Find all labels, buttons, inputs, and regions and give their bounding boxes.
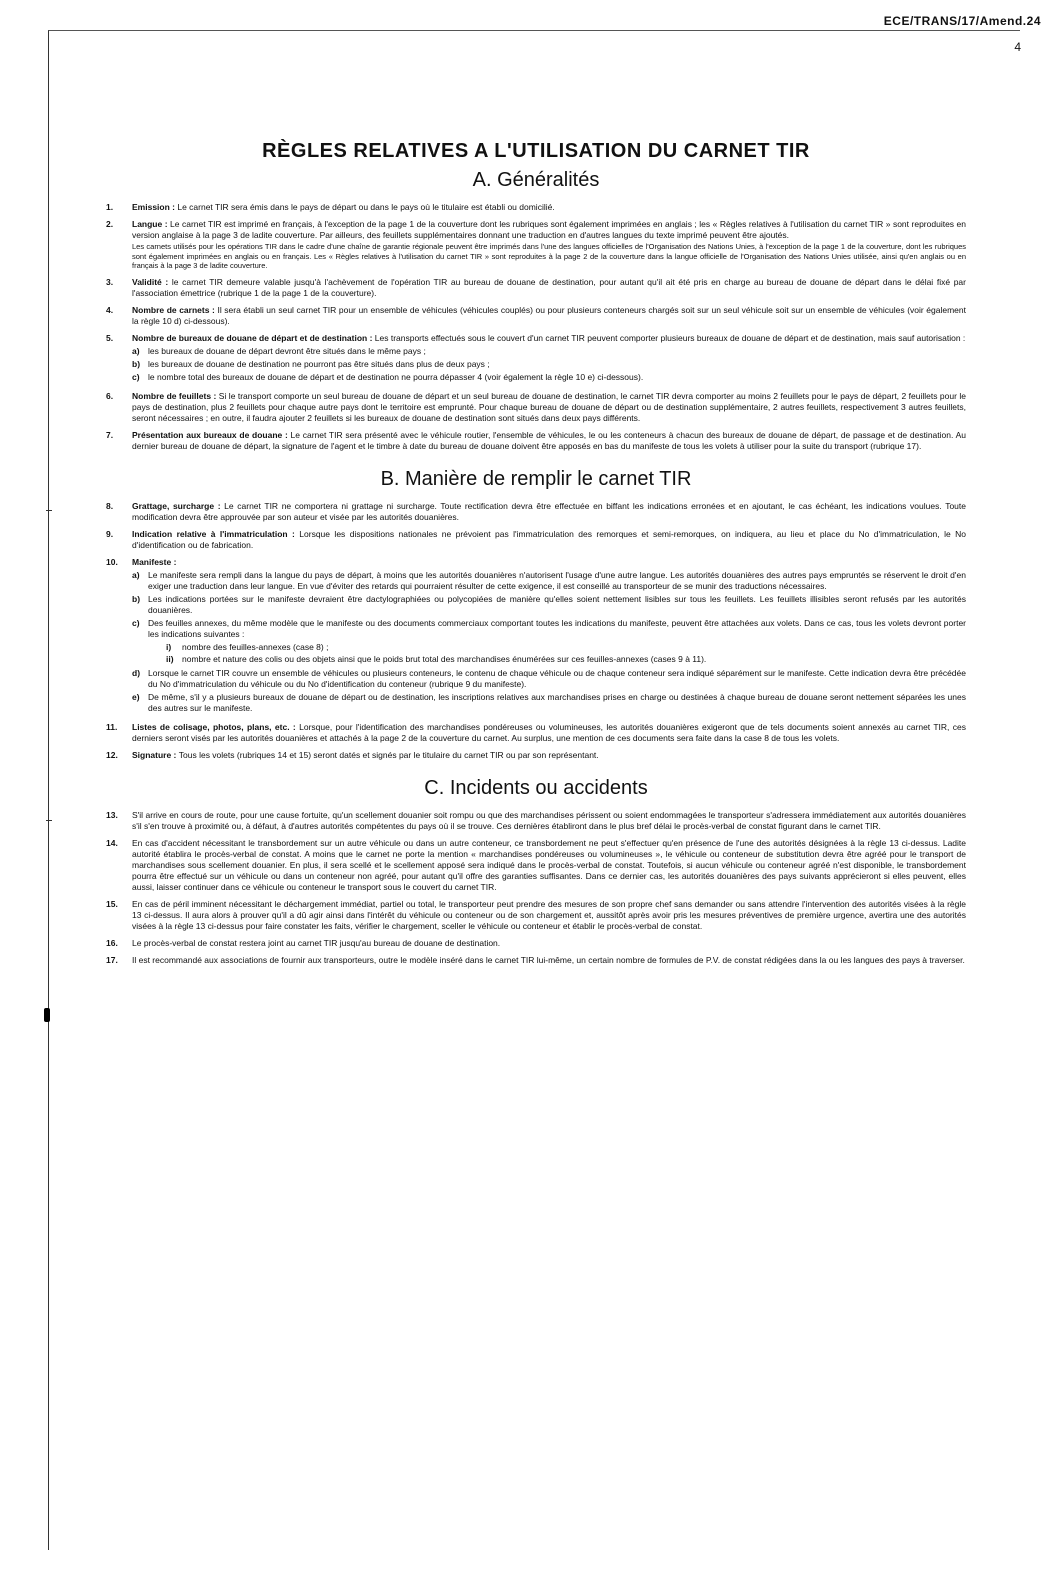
section-heading: B. Manière de remplir le carnet TIR (380, 467, 692, 490)
rule-item (106, 810, 966, 832)
rule-text: Si le transport comporte un seul bureau de douane de départ et un seul bureau de douane de destination, le carnet TIR devra comporter au moins 2 feuillets pour le pays de départ, 2 feuillets pour le pays de destination, plus 2 feuillets pour chaque autre pays dont le territoire est emprunté. Pour chaque bureau de douane de départ ou de destination supplémentaire, 2 autres feuillets, respectivement 3 autres feuillets, seront nécessaires ; en outre, il faudra ajouter 2 feuillets si les bureaux de douane de destination sont situés dans deux pays différents. (132, 390, 967, 423)
subitem-label: b) (132, 593, 141, 604)
subitem-label: b) (132, 358, 141, 369)
rule-number: 13. (106, 809, 118, 820)
rule-subitem (132, 346, 966, 357)
rule-body (132, 557, 966, 716)
rule-text: S'il arrive en cours de route, pour une cause fortuite, qu'un scellement douanier soit rompu ou que des marchandises périssent ou soient endommagées le transporteur s'adressera immédiatement aux autorités douanières s'il s'en trouve à proximité ou, à défaut, à d'autres autorités compétentes du pays où il se trouve. Ces dernières établiront dans le plus bref délai le procès-verbal de constat figurant dans le carnet TIR. (132, 809, 966, 831)
rule-item (106, 750, 966, 761)
rule-body (132, 202, 966, 213)
rule-number: 2. (106, 219, 114, 229)
subsub-text: nombre des feuilles-annexes (case 8) ; (182, 641, 329, 652)
section-heading: A. Généralités (472, 169, 600, 191)
rule-item (106, 899, 966, 932)
rule-text: Lorsque les dispositions nationales ne prévoient pas l'immatriculation des remorques et semi-remorques, on indiquera, au lieu et place du No d'immatriculation, le No d'identification ou de fabrication. (132, 528, 966, 550)
rule-number: 10. (106, 556, 118, 567)
section-2 (106, 468, 966, 761)
rule-number: 6. (106, 390, 114, 401)
subsub-label: ii) (166, 653, 174, 664)
rule-number: 16. (106, 937, 118, 948)
rule-item (106, 219, 966, 271)
rule-item (106, 938, 966, 949)
subitem-label: c) (132, 617, 140, 628)
rule-sublist (132, 570, 966, 714)
rule-item (106, 333, 966, 385)
rule-body (132, 391, 966, 424)
rule-term: Listes de colisage, photos, plans, etc. : (132, 721, 300, 732)
subitem-label: c) (132, 371, 140, 382)
document-title: RÈGLES RELATIVES A L'UTILISATION DU CARNET TIR (262, 140, 810, 162)
rule-text: Le procès-verbal de constat restera joint au carnet TIR jusqu'au bureau de douane de destination. (132, 937, 501, 948)
rule-item (106, 305, 966, 327)
rule-text: Le carnet TIR ne comportera ni grattage ni surcharge. Toute rectification devra être effectuée en biffant les indications erronées et en ajoutant, le cas échéant, les indications voulues. Toute modification devra être approuvée par son auteur et visée par les autorités douanières. (132, 500, 966, 522)
rule-item (106, 391, 966, 424)
subitem-text: le nombre total des bureaux de douane de départ et de destination ne pourra dépasser 4 (voir également la règle 10 e) ci-dessous). (148, 371, 644, 382)
rule-item (106, 501, 966, 523)
rule-body (132, 722, 966, 744)
subitem-text: De même, s'il y a plusieurs bureaux de douane de départ ou de destination, les inscriptions relatives aux marchandises prises en charge ou destinées à chaque bureau de douane seront nettement séparées les unes des autres sur le manifeste. (148, 691, 966, 713)
rule-note: Les carnets utilisés pour les opérations TIR dans le cadre d'une chaîne de garantie régionale peuvent être imprimés dans l'une des langues officielles de l'Organisation des Nations Unies, à l'exception de la page 1 de la couverture, dont les rubriques sont également imprimées en anglais ou en français. Les « Règles relatives à l'utilisation du carnet TIR » sont reproduites à la page 2 de la couverture dans la langue officielle de l'Organisation des Nations Unies utilisée, ainsi qu'en anglais ou en français à la page 3 de ladite couverture. (132, 242, 966, 270)
rule-term: Validité : (132, 276, 172, 287)
rule-body (132, 810, 966, 832)
rule-term: Emission : (132, 202, 178, 212)
corner-mark: 4 (1014, 40, 1021, 54)
rule-number: 1. (106, 202, 114, 212)
rule-term: Nombre de carnets : (132, 304, 218, 315)
subitem-label: a) (132, 345, 140, 356)
sections-container (106, 169, 966, 966)
rule-body (132, 219, 966, 271)
subitem-text: les bureaux de douane de destination ne pourront pas être situés dans plus de deux pays ; (148, 358, 490, 369)
rule-body (132, 750, 966, 761)
rule-number: 4. (106, 304, 114, 315)
subitem-text: les bureaux de douane de départ devront être situés dans le même pays ; (148, 345, 426, 356)
rule-body (132, 529, 966, 551)
rule-text: Tous les volets (rubriques 14 et 15) seront datés et signés par le titulaire du carnet TIR ou par son représentant. (178, 749, 599, 760)
rule-subitem (132, 668, 966, 690)
rule-text: Le carnet TIR est imprimé en français, à l'exception de la page 1 de la couverture dont les rubriques sont également imprimées en anglais ; les « Règles relatives à l'utilisation du carnet TIR » sont reproduites en version anglaise à la page 3 de ladite couverture. Par ailleurs, des feuillets supplémentaires donnant une traduction en d'autres langues du texte imprimé peuvent être ajoutés. (132, 219, 966, 240)
rule-term: Langue : (132, 219, 171, 229)
section-3 (106, 777, 966, 966)
rule-body (132, 955, 966, 966)
rule-body (132, 430, 966, 452)
rule-term: Signature : (132, 749, 179, 760)
subitem-sublist (166, 642, 966, 665)
rule-term: Nombre de bureaux de douane de départ et de destination : (132, 332, 375, 343)
rule-term: Grattage, surcharge : (132, 500, 225, 511)
rule-number: 5. (106, 332, 114, 343)
subitem-text: Lorsque le carnet TIR couvre un ensemble de véhicules ou plusieurs conteneurs, le contenu de chaque véhicule ou de chaque conteneur sera indiqué séparément sur le manifeste. Cette indication devra être précédée du No d'immatriculation du véhicule ou du No d'identification du conteneur (rubrique 9 du manifeste). (148, 667, 966, 689)
subitem-text: Des feuilles annexes, du même modèle que le manifeste ou des documents commerciaux comportant toutes les indications du manifeste, peuvent être attachées aux volets. Dans ce cas, tous les volets devront porter les indications suivantes : i) nombre des feuilles-annexes (case 8) ; ii) nombre et nature des colis ou des objets ainsi que le poids brut total des marchandises énumérées sur ces feuilles-annexes (cases 9 à 11). (148, 617, 966, 664)
rule-text: Le carnet TIR sera émis dans le pays de départ ou dans le pays où le titulaire est établi ou domicilié. (177, 202, 555, 212)
rule-number: 14. (106, 837, 118, 848)
subitem-label: d) (132, 667, 141, 678)
rule-body (132, 838, 966, 893)
rule-text: Il sera établi un seul carnet TIR pour un ensemble de véhicules (véhicules couplés) ou pour plusieurs conteneurs chargés soit sur un seul véhicule soit sur un ensemble de véhicules (voir également la règle 10 d) ci-dessous). (132, 304, 966, 326)
rule-subitem (132, 359, 966, 370)
rule-item (106, 277, 966, 299)
subitem-label: e) (132, 691, 140, 702)
rule-item (106, 955, 966, 966)
document-body (106, 140, 966, 972)
rule-text: Lorsque, pour l'identification des marchandises pondéreuses ou volumineuses, les autorités douanières exigeront que de tels documents soient annexés au carnet TIR, ces derniers seront visés par les autorités douanières et attachés à la page 2 de la couverture du carnet. Au surplus, une mention de ces documents sera faite dans la case 8 de tous les volets. (132, 721, 967, 743)
rule-term: Présentation aux bureaux de douane : (132, 429, 291, 440)
rule-number: 15. (106, 898, 118, 909)
rule-body (132, 938, 966, 949)
rule-subitem (132, 372, 966, 383)
rule-body (132, 899, 966, 932)
rule-number: 17. (106, 954, 118, 965)
rule-text: Le carnet TIR sera présenté avec le véhicule routier, l'ensemble de véhicules, le ou les conteneurs à chacun des bureaux de douane de départ, de passage et de destination. Au dernier bureau de douane de départ, la signature de l'agent et le timbre à date du bureau de douane doivent être apposés en bas du manifeste de tous les volets à utiliser pour la suite du transport (rubrique 17). (132, 429, 966, 451)
rule-term: Indication relative à l'immatriculation : (132, 528, 300, 539)
section-heading: C. Incidents ou accidents (424, 776, 648, 799)
rule-text: Les transports effectués sous le couvert d'un carnet TIR peuvent comporter plusieurs bureaux de douane de départ et de destination, mais sauf autorisation : (374, 332, 966, 343)
rule-body (132, 333, 966, 385)
section-1 (106, 169, 966, 452)
rule-term: Manifeste : (132, 556, 177, 567)
rule-item (106, 557, 966, 716)
rule-item (106, 838, 966, 893)
subitem-label: a) (132, 569, 140, 580)
subsub-text: nombre et nature des colis ou des objets ainsi que le poids brut total des marchandises énumérées sur ces feuilles-annexes (cases 9 à 11). (182, 653, 707, 664)
rule-number: 8. (106, 500, 114, 511)
rule-item (106, 529, 966, 551)
rule-number: 12. (106, 749, 118, 760)
rule-number: 7. (106, 429, 114, 440)
subsub-label: i) (166, 641, 172, 652)
subitem-subitem (166, 654, 966, 665)
page-reference: ECE/TRANS/17/Amend.24 (883, 14, 1041, 28)
rule-item (106, 430, 966, 452)
subitem-text: Les indications portées sur le manifeste devraient être dactylographiées ou polycopiées de manière qu'elles soient nettement lisibles sur tous les feuillets. Les feuillets illisibles seront refusés par les autorités douanières. (148, 593, 966, 615)
punch-hole-mark (44, 1008, 50, 1022)
rule-subitem (132, 692, 966, 714)
rule-number: 9. (106, 528, 114, 539)
margin-tick (46, 510, 52, 511)
rule-text: le carnet TIR demeure valable jusqu'à l'achèvement de l'opération TIR au bureau de douane de destination, pour autant qu'il ait été pris en charge au bureau de douane de départ dans le délai fixé par l'association émettrice (rubrique 1 de la page 1 de la couverture). (132, 276, 966, 298)
rule-number: 3. (106, 276, 114, 287)
rule-subitem (132, 594, 966, 616)
rule-subitem (132, 618, 966, 666)
rule-subitem (132, 570, 966, 592)
rule-item (106, 722, 966, 744)
rule-text: En cas d'accident nécessitant le transbordement sur un autre véhicule ou dans un autre conteneur, ce transbordement ne peut s'effectuer qu'en présence de l'une des autorités désignées à la règle 13 ci-dessus. Ladite autorité établira le procès-verbal de constat. A moins que le carnet ne porte la mention « marchandises pondéreuses ou volumineuses », le véhicule ou conteneur de substitution devra être agréé pour le transport de marchandises sous scellement douanier. En plus, il sera scellé et le scellement apposé sera indiqué dans le procès-verbal de constat. Toutefois, si aucun véhicule ou conteneur agréé n'est disponible, le transbordement pourra être effectué sur un véhicule ou dans un conteneur non agréé, pour autant qu'il offre des garanties suffisantes. Dans ce dernier cas, les autorités douanières des pays suivants apprécieront si elles peuvent, elles aussi, laisser continuer dans ce véhicule ou conteneur le transport sous le couvert du carnet TIR. (132, 837, 966, 892)
rule-text: Il est recommandé aux associations de fournir aux transporteurs, outre le modèle inséré dans le carnet TIR lui-même, un certain nombre de formules de P.V. de constat rédigées dans la ou les langues des pays à traverser. (132, 954, 965, 965)
margin-tick (46, 820, 52, 821)
subitem-text: Le manifeste sera rempli dans la langue du pays de départ, à moins que les autorités douanières n'autorisent l'usage d'une autre langue. Les autorités douanières des autres pays empruntés se réservent le droit d'en exiger une traduction dans leur langue. En vue d'éviter des retards qui pourraient résulter de cette exigence, il est conseillé au transporteur de se munir des traductions nécessaires. (148, 569, 966, 591)
rule-term: Nombre de feuillets : (132, 390, 219, 401)
rule-text: En cas de péril imminent nécessitant le déchargement immédiat, partiel ou total, le transporteur peut prendre des mesures de son propre chef sans demander ou sans attendre l'intervention des autorités visées à la règle 13 ci-dessus. Il aura alors à prouver qu'il a dû agir ainsi dans l'intérêt du véhicule ou conteneur ou de son chargement et, aussitôt après avoir pris les mesures préventives de première urgence, avertira une des autorités visées à la règle 13 ci-dessus pour faire constater les faits, vérifier le chargement, sceller le véhicule ou conteneur et établir le procès-verbal de constat. (132, 898, 966, 931)
rule-body (132, 305, 966, 327)
rule-body (132, 501, 966, 523)
rule-number: 11. (106, 721, 118, 732)
subitem-subitem (166, 642, 966, 653)
rule-item (106, 202, 966, 213)
rule-sublist (132, 346, 966, 383)
rule-body (132, 277, 966, 299)
